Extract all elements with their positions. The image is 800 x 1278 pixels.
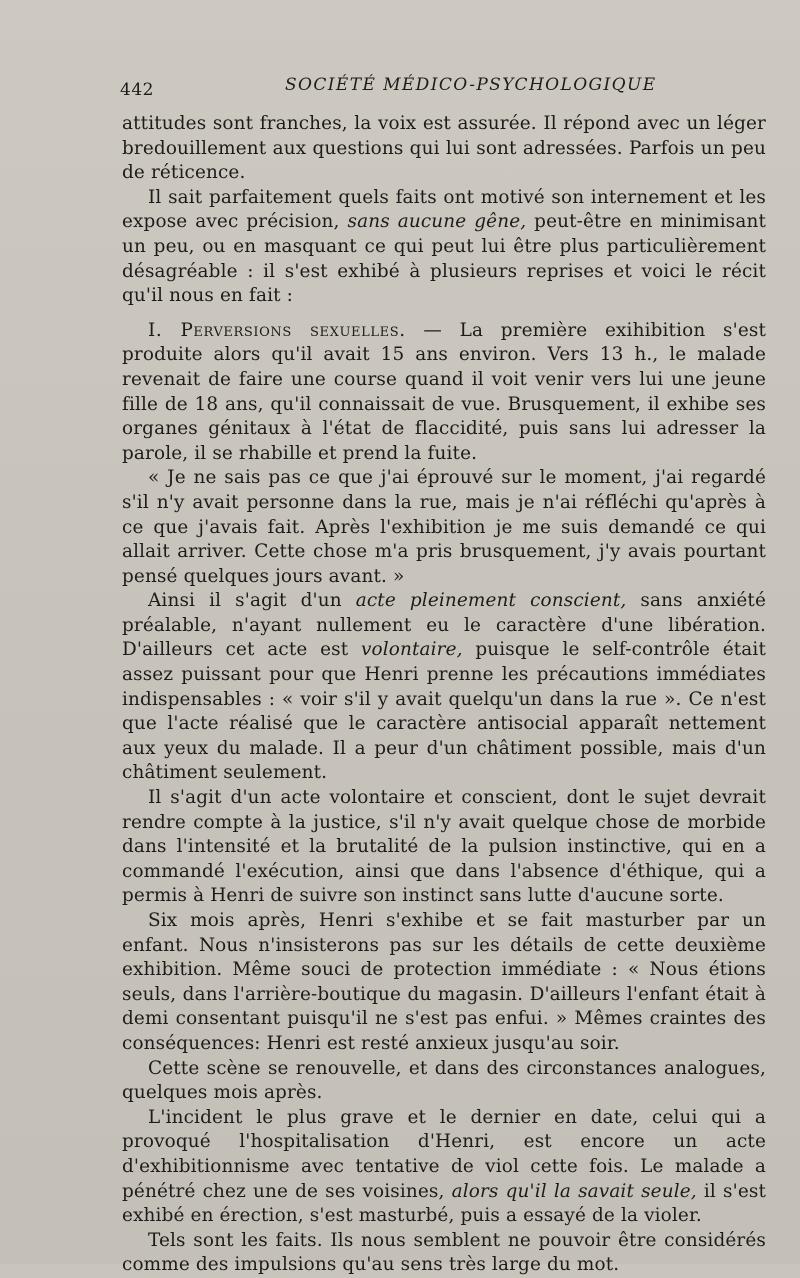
page-number: 442 [120,80,154,100]
paragraph-9-text-a: L'incident le plus grave et le dernier en date, celui qui a provoqué l'hospitalisation d'Henri, est encore un acte d'exhibitionnisme avec tentative de viol cette fois. Le malade a pénétré chez une de ses voisines, [122,1106,766,1202]
paragraph-2-text-a: Il sait parfaitement quels faits ont motivé son internement et les expose avec précision, [122,186,766,233]
paragraph-5-text-c: puisque le self-contrôle était assez puissant pour que Henri prenne les précautions immédiates indispensables : « voir s'il y avait quelqu'un dans la rue ». Ce n'est que l'acte réalisé que le caractère antisocial apparaît nettement aux yeux du malade. Il a peur d'un châtiment possible, mais d'un châtiment seulement. [122,639,766,784]
body-text [122,112,766,1278]
paragraph-2-emphasis: sans aucune gêne, [347,211,527,233]
page-header [120,70,760,100]
section-heading: I. Perversions sexuelles. [148,319,406,341]
paragraph-4-quote: « Je ne sais pas ce que j'ai éprouvé sur le moment, j'ai regardé s'il n'y avait personne dans la rue, mais je n'ai réfléchi qu'après à ce que j'avais fait. Après l'exhibition je me suis demandé ce qui allait arriver. Cette chose m'a pris brusquement, j'y avais pourtant pensé quelques jours avant. » [122,467,766,587]
paragraph-5-text-a: Ainsi il s'agit d'un [148,590,356,612]
paragraph-3-text: — La première exihibition s'est produite alors qu'il avait 15 ans environ. Vers 13 h., le malade revenait de faire une course quand il voit venir vers lui une jeune fille de 18 ans, qu'il connaissait de vue. Brusquement, il exhibe ses organes génitaux à l'état de flaccidité, puis sans lui adresser la parole, il se rhabille et prend la fuite. [122,319,766,464]
paragraph-10: Tels sont les faits. Ils nous semblent ne pouvoir être considérés comme des impulsions qu'au sens très large du mot. [122,1229,766,1276]
paragraph-1: attitudes sont franches, la voix est assurée. Il répond avec un léger bredouillement aux questions qui lui sont adressées. Parfois un peu de réticence. [122,113,766,184]
running-title: SOCIÉTÉ MÉDICO-PSYCHOLOGIQUE [285,75,657,95]
paragraph-5-emphasis-1: acte pleinement conscient, [355,590,627,612]
paragraph-8: Cette scène se renouvelle, et dans des circonstances analogues, quelques mois après. [122,1057,766,1104]
paragraph-2 [122,186,766,309]
paragraph-5 [122,589,766,786]
paragraph-5-emphasis-2: volontaire, [360,639,463,661]
paragraph-2-text-b: peut-être en minimisant un peu, ou en masquant ce qui peut lui être plus particulièrement désagréable : il s'est exhibé à plusieurs reprises et voici le récit qu'il nous en fait : [122,211,766,307]
paragraph-7: Six mois après, Henri s'exhibe et se fait masturber par un enfant. Nous n'insisterons pas sur les détails de cette deuxième exhibition. Même souci de protection immédiate : « Nous étions seuls, dans l'arrière-boutique du magasin. D'ailleurs l'enfant était à demi consentant puisqu'il ne s'est pas enfui. » Mêmes craintes des conséquences: Henri est resté anxieux jusqu'au soir. [122,910,766,1054]
paragraph-6: Il s'agit d'un acte volontaire et conscient, dont le sujet devrait rendre compte à la justice, s'il n'y avait quelque chose de morbide dans l'intensité et la brutalité de la pulsion instinctive, qui en a commandé l'exécution, ainsi que dans l'absence d'éthique, qui a permis à Henri de suivre son instinct sans lutte d'aucune sorte. [122,787,766,907]
paragraph-5-text-b: sans anxiété préalable, n'ayant nullement eu le caractère d'une libération. D'ailleurs cet acte est [122,590,767,661]
paragraph-9-text-b: il s'est exhibé en érection, s'est masturbé, puis a essayé de la violer. [122,1180,766,1227]
paragraph-3 [122,319,766,467]
paragraph-9-emphasis: alors qu'il la savait seule, [451,1180,697,1202]
paragraph-9 [122,1106,766,1229]
